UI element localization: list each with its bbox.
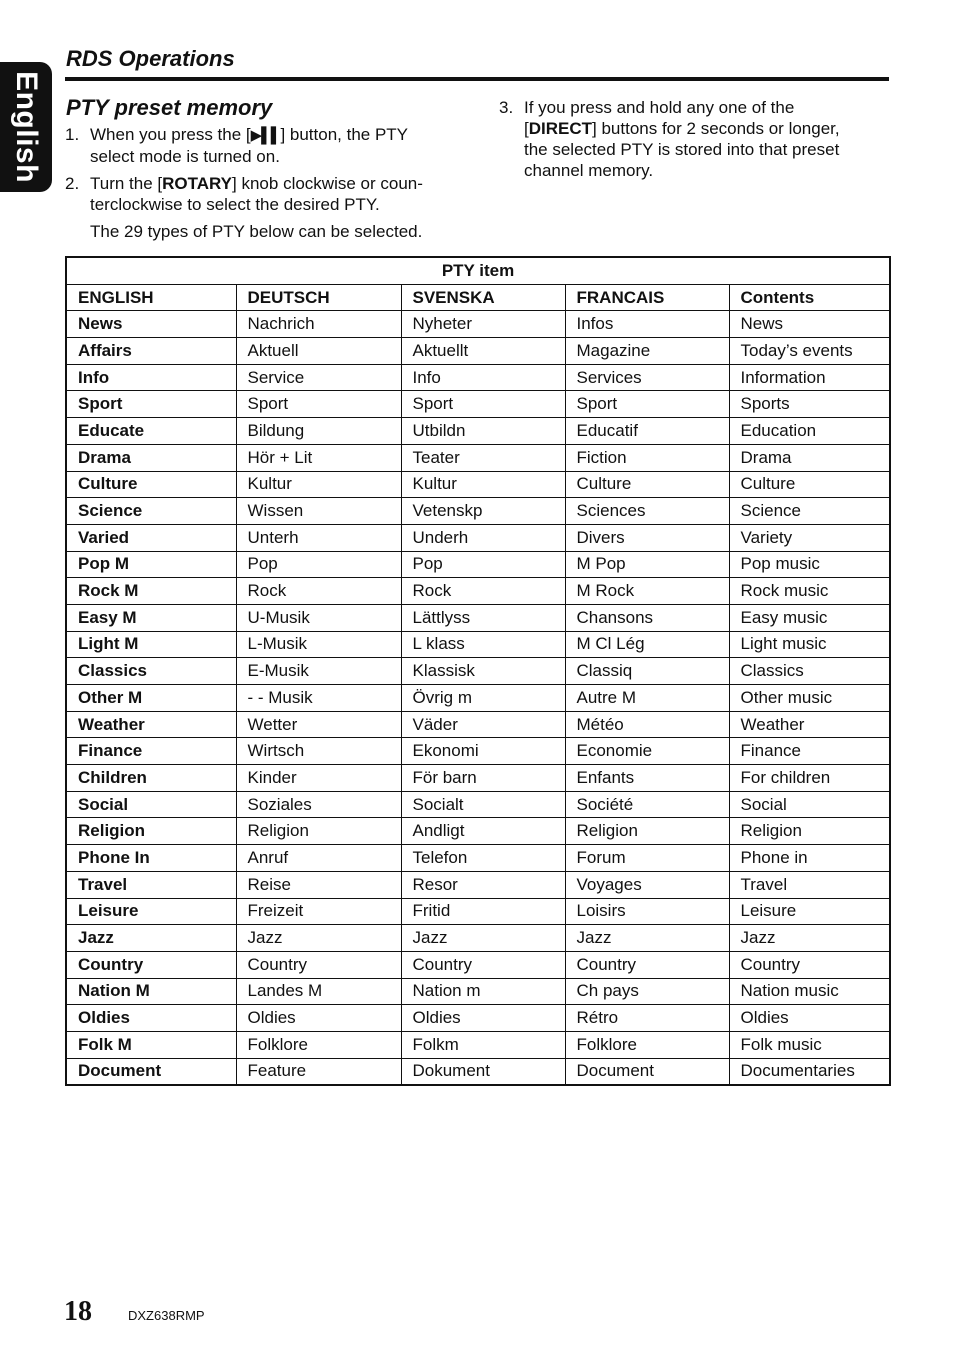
step-text xyxy=(90,124,408,167)
table-row xyxy=(66,471,890,498)
table-row xyxy=(66,738,890,765)
step-number: 1. xyxy=(65,125,80,144)
table-cell: Voyages xyxy=(565,871,729,898)
table-cell: Divers xyxy=(565,524,729,551)
pty-english-cell: Leisure xyxy=(66,898,236,925)
play-pause-icon: ▶▌▌ xyxy=(250,127,281,144)
table-row xyxy=(66,951,890,978)
table-cell: Variety xyxy=(729,524,890,551)
table-cell: Pop xyxy=(401,551,565,578)
table-cell: Jazz xyxy=(565,925,729,952)
table-cell: Météo xyxy=(565,711,729,738)
pty-english-cell: Other M xyxy=(66,685,236,712)
table-cell: Rock xyxy=(401,578,565,605)
table-cell: Sport xyxy=(401,391,565,418)
table-cell: Socialt xyxy=(401,791,565,818)
step-number: 3. xyxy=(499,98,514,117)
step-text xyxy=(524,97,840,181)
table-cell: Loisirs xyxy=(565,898,729,925)
step-text-line: terclockwise to select the desired PTY. xyxy=(90,195,380,214)
table-cell: E-Musik xyxy=(236,658,401,685)
pty-english-cell: Nation M xyxy=(66,978,236,1005)
column-header: DEUTSCH xyxy=(236,284,401,311)
table-cell: Klassisk xyxy=(401,658,565,685)
table-row xyxy=(66,444,890,471)
table-cell: Folklore xyxy=(236,1031,401,1058)
table-cell: Nyheter xyxy=(401,311,565,338)
table-cell: Oldies xyxy=(236,1005,401,1032)
table-cell: Pop xyxy=(236,551,401,578)
table-cell: Aktuell xyxy=(236,338,401,365)
table-cell: Sports xyxy=(729,391,890,418)
table-row xyxy=(66,418,890,445)
step-text-part: Turn the [ xyxy=(90,174,163,193)
pty-english-cell: Sport xyxy=(66,391,236,418)
model-number: DXZ638RMP xyxy=(128,1308,205,1323)
table-cell: Feature xyxy=(236,1058,401,1085)
table-cell: M Pop xyxy=(565,551,729,578)
table-cell: Hör + Lit xyxy=(236,444,401,471)
table-cell: Drama xyxy=(729,444,890,471)
table-cell: News xyxy=(729,311,890,338)
table-cell: Folklore xyxy=(565,1031,729,1058)
column-header: SVENSKA xyxy=(401,284,565,311)
table-cell: Pop music xyxy=(729,551,890,578)
table-cell: M Rock xyxy=(565,578,729,605)
table-cell: Bildung xyxy=(236,418,401,445)
table-row xyxy=(66,1031,890,1058)
table-cell: Jazz xyxy=(236,925,401,952)
table-cell: M Cl Lég xyxy=(565,631,729,658)
table-cell: Enfants xyxy=(565,765,729,792)
section-title: RDS Operations xyxy=(66,46,235,71)
table-row xyxy=(66,364,890,391)
table-cell: Country xyxy=(565,951,729,978)
step-number: 2. xyxy=(65,174,80,193)
pty-english-cell: Religion xyxy=(66,818,236,845)
table-cell: Religion xyxy=(729,818,890,845)
table-cell: Väder xyxy=(401,711,565,738)
step-text-part: ] button, the PTY xyxy=(280,125,409,144)
table-cell: Information xyxy=(729,364,890,391)
step-3 xyxy=(499,97,889,185)
table-cell: Lättlyss xyxy=(401,604,565,631)
table-row xyxy=(66,818,890,845)
table-cell: Kultur xyxy=(401,471,565,498)
table-cell: Société xyxy=(565,791,729,818)
pty-english-cell: Classics xyxy=(66,658,236,685)
table-cell: Weather xyxy=(729,711,890,738)
table-cell: Ch pays xyxy=(565,978,729,1005)
direct-button-label: DIRECT xyxy=(528,119,593,138)
table-cell: Oldies xyxy=(401,1005,565,1032)
table-cell: Sport xyxy=(565,391,729,418)
table-cell: Kinder xyxy=(236,765,401,792)
pty-english-cell: Culture xyxy=(66,471,236,498)
table-cell: Culture xyxy=(565,471,729,498)
rotary-knob-label: ROTARY xyxy=(162,174,233,193)
table-cell: Fiction xyxy=(565,444,729,471)
pty-english-cell: Pop M xyxy=(66,551,236,578)
pty-english-cell: Travel xyxy=(66,871,236,898)
pty-english-cell: Children xyxy=(66,765,236,792)
language-tab xyxy=(0,62,52,192)
table-row xyxy=(66,551,890,578)
table-cell: Vetenskp xyxy=(401,498,565,525)
table-cell: L-Musik xyxy=(236,631,401,658)
table-cell: Easy music xyxy=(729,604,890,631)
pty-table xyxy=(65,256,891,1086)
table-row xyxy=(66,524,890,551)
step-text-line: the selected PTY is stored into that preset xyxy=(524,140,840,159)
table-row xyxy=(66,1058,890,1085)
table-cell: Jazz xyxy=(729,925,890,952)
table-cell: Classics xyxy=(729,658,890,685)
table-cell: Övrig m xyxy=(401,685,565,712)
table-cell: Country xyxy=(401,951,565,978)
table-cell: Document xyxy=(565,1058,729,1085)
table-cell: Aktuellt xyxy=(401,338,565,365)
pty-english-cell: Rock M xyxy=(66,578,236,605)
pty-english-cell: Finance xyxy=(66,738,236,765)
table-cell: Rock xyxy=(236,578,401,605)
pty-english-cell: Oldies xyxy=(66,1005,236,1032)
table-cell: Wirtsch xyxy=(236,738,401,765)
table-cell: Today’s events xyxy=(729,338,890,365)
table-cell: Wissen xyxy=(236,498,401,525)
table-cell: Autre M xyxy=(565,685,729,712)
table-cell: Religion xyxy=(236,818,401,845)
table-cell: Leisure xyxy=(729,898,890,925)
table-caption-row xyxy=(66,257,890,284)
table-cell: Documentaries xyxy=(729,1058,890,1085)
table-cell: Other music xyxy=(729,685,890,712)
table-cell: Sport xyxy=(236,391,401,418)
table-cell: Telefon xyxy=(401,845,565,872)
table-row xyxy=(66,604,890,631)
table-cell: - - Musik xyxy=(236,685,401,712)
table-cell: Anruf xyxy=(236,845,401,872)
pty-english-cell: Folk M xyxy=(66,1031,236,1058)
table-cell: Religion xyxy=(565,818,729,845)
table-cell: Teater xyxy=(401,444,565,471)
table-cell: Folk music xyxy=(729,1031,890,1058)
page-number: 18 xyxy=(64,1296,92,1327)
column-header: FRANCAIS xyxy=(565,284,729,311)
table-cell: Ekonomi xyxy=(401,738,565,765)
step-text-part: When you press the [ xyxy=(90,125,251,144)
table-cell: Country xyxy=(236,951,401,978)
table-row xyxy=(66,498,890,525)
table-cell: Country xyxy=(729,951,890,978)
table-row xyxy=(66,1005,890,1032)
pty-english-cell: Document xyxy=(66,1058,236,1085)
step-text xyxy=(90,173,423,242)
table-cell: Folkm xyxy=(401,1031,565,1058)
pty-english-cell: Affairs xyxy=(66,338,236,365)
table-cell: Nation music xyxy=(729,978,890,1005)
table-cell: Light music xyxy=(729,631,890,658)
subsection-title: PTY preset memory xyxy=(66,95,273,120)
table-cell: Culture xyxy=(729,471,890,498)
table-row xyxy=(66,765,890,792)
table-cell: Phone in xyxy=(729,845,890,872)
table-cell: Classiq xyxy=(565,658,729,685)
table-cell: Landes M xyxy=(236,978,401,1005)
table-cell: Sciences xyxy=(565,498,729,525)
column-header: ENGLISH xyxy=(66,284,236,311)
table-cell: Wetter xyxy=(236,711,401,738)
table-row xyxy=(66,898,890,925)
language-tab-label: English xyxy=(10,71,43,183)
table-cell: Dokument xyxy=(401,1058,565,1085)
table-caption: PTY item xyxy=(66,257,890,284)
table-cell: Rock music xyxy=(729,578,890,605)
table-cell: Reise xyxy=(236,871,401,898)
table-cell: Education xyxy=(729,418,890,445)
table-cell: Fritid xyxy=(401,898,565,925)
table-cell: Magazine xyxy=(565,338,729,365)
table-cell: Services xyxy=(565,364,729,391)
table-cell: Travel xyxy=(729,871,890,898)
table-row xyxy=(66,311,890,338)
table-row xyxy=(66,925,890,952)
table-cell: Kultur xyxy=(236,471,401,498)
pty-english-cell: Social xyxy=(66,791,236,818)
pty-english-cell: Educate xyxy=(66,418,236,445)
table-cell: L klass xyxy=(401,631,565,658)
table-cell: Utbildn xyxy=(401,418,565,445)
table-cell: Nation m xyxy=(401,978,565,1005)
table-cell: Educatif xyxy=(565,418,729,445)
table-row xyxy=(66,391,890,418)
step-1 xyxy=(65,124,475,168)
table-cell: Unterh xyxy=(236,524,401,551)
pty-english-cell: Light M xyxy=(66,631,236,658)
table-header-row xyxy=(66,284,890,311)
pty-english-cell: Varied xyxy=(66,524,236,551)
table-row xyxy=(66,711,890,738)
pty-english-cell: Country xyxy=(66,951,236,978)
table-cell: Economie xyxy=(565,738,729,765)
pty-english-cell: Easy M xyxy=(66,604,236,631)
step-text-part: ] knob clockwise or coun- xyxy=(232,174,423,193)
table-cell: Infos xyxy=(565,311,729,338)
pty-english-cell: Jazz xyxy=(66,925,236,952)
table-cell: För barn xyxy=(401,765,565,792)
table-cell: Jazz xyxy=(401,925,565,952)
table-cell: Chansons xyxy=(565,604,729,631)
table-cell: Info xyxy=(401,364,565,391)
table-cell: Finance xyxy=(729,738,890,765)
table-cell: Forum xyxy=(565,845,729,872)
table-row xyxy=(66,338,890,365)
table-row xyxy=(66,845,890,872)
table-cell: Service xyxy=(236,364,401,391)
pty-english-cell: Weather xyxy=(66,711,236,738)
table-row xyxy=(66,685,890,712)
step-text-line: If you press and hold any one of the xyxy=(524,98,795,117)
table-row xyxy=(66,578,890,605)
table-row xyxy=(66,791,890,818)
pty-english-cell: Drama xyxy=(66,444,236,471)
table-cell: U-Musik xyxy=(236,604,401,631)
step-text-part: ] buttons for 2 seconds or longer, xyxy=(592,119,840,138)
pty-english-cell: Info xyxy=(66,364,236,391)
table-row xyxy=(66,658,890,685)
pty-english-cell: Phone In xyxy=(66,845,236,872)
header-rule xyxy=(65,77,889,81)
step-text-part: [ xyxy=(524,119,529,138)
table-cell: Resor xyxy=(401,871,565,898)
pty-count-note: The 29 types of PTY below can be selected. xyxy=(90,222,423,241)
table-cell: Rétro xyxy=(565,1005,729,1032)
step-text-line: channel memory. xyxy=(524,161,654,180)
table-row xyxy=(66,978,890,1005)
column-header: Contents xyxy=(729,284,890,311)
pty-english-cell: Science xyxy=(66,498,236,525)
pty-english-cell: News xyxy=(66,311,236,338)
table-cell: Freizeit xyxy=(236,898,401,925)
table-row xyxy=(66,631,890,658)
step-text-line: select mode is turned on. xyxy=(90,147,280,166)
table-cell: For children xyxy=(729,765,890,792)
step-2 xyxy=(65,173,475,245)
table-cell: Social xyxy=(729,791,890,818)
table-cell: Andligt xyxy=(401,818,565,845)
table-cell: Nachrich xyxy=(236,311,401,338)
table-cell: Underh xyxy=(401,524,565,551)
table-row xyxy=(66,871,890,898)
table-cell: Oldies xyxy=(729,1005,890,1032)
table-cell: Science xyxy=(729,498,890,525)
table-cell: Soziales xyxy=(236,791,401,818)
